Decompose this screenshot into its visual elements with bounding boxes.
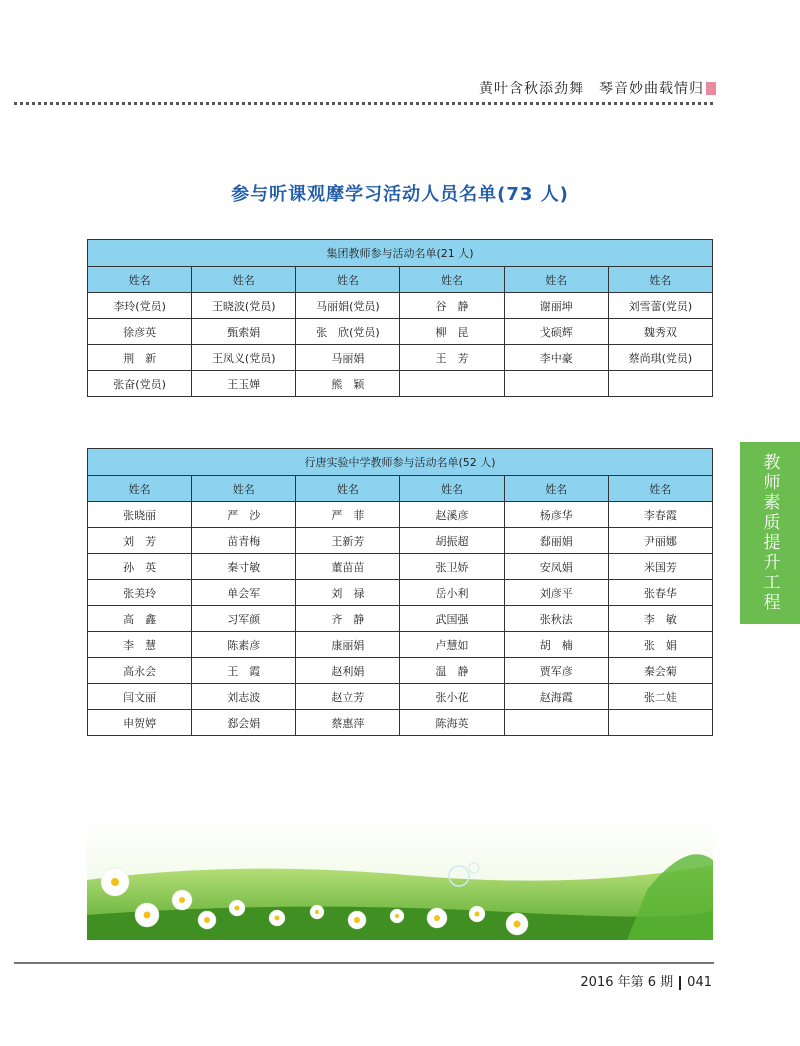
name-cell: 卢慧如	[400, 632, 504, 658]
running-header: 黄叶含秋添劲舞 琴音妙曲载情归	[479, 81, 704, 97]
name-cell: 高 鑫	[88, 606, 192, 632]
name-cell: 孙 英	[88, 554, 192, 580]
page-title: 参与听课观摩学习活动人员名单(73 人)	[231, 184, 569, 205]
name-cell: 熊 颖	[296, 371, 400, 397]
name-cell: 董苗苗	[296, 554, 400, 580]
name-cell: 胡振超	[400, 528, 504, 554]
name-cell: 刘 禄	[296, 580, 400, 606]
name-cell: 马丽娟(党员)	[296, 293, 400, 319]
page-number: 041	[687, 975, 712, 990]
table-caption: 集团教师参与活动名单(21 人)	[88, 240, 713, 267]
name-cell: 刘彦平	[504, 580, 608, 606]
name-cell: 魏秀双	[608, 319, 712, 345]
column-header: 姓名	[504, 267, 608, 293]
table-caption: 行唐实验中学教师参与活动名单(52 人)	[88, 449, 713, 476]
name-cell: 李 敏	[608, 606, 712, 632]
group-teachers-table	[87, 239, 713, 397]
name-cell: 张小花	[400, 684, 504, 710]
name-cell: 秦寸敏	[192, 554, 296, 580]
name-cell: 康丽娟	[296, 632, 400, 658]
name-cell: 高永会	[88, 658, 192, 684]
name-cell	[608, 371, 712, 397]
name-cell: 赵海霞	[504, 684, 608, 710]
name-cell: 赵溪彦	[400, 502, 504, 528]
name-cell: 单会军	[192, 580, 296, 606]
name-cell	[504, 710, 608, 736]
name-cell: 习军颜	[192, 606, 296, 632]
name-cell: 徐彦英	[88, 319, 192, 345]
footer-divider	[679, 976, 681, 990]
name-cell: 岳小利	[400, 580, 504, 606]
name-cell: 王凤义(党员)	[192, 345, 296, 371]
column-header: 姓名	[192, 267, 296, 293]
table-row	[88, 710, 713, 736]
name-cell: 张晓丽	[88, 502, 192, 528]
name-cell: 戈硕辉	[504, 319, 608, 345]
column-header: 姓名	[400, 267, 504, 293]
name-cell: 闫文丽	[88, 684, 192, 710]
name-cell: 胡 楠	[504, 632, 608, 658]
name-cell: 柳 昆	[400, 319, 504, 345]
table-row	[88, 528, 713, 554]
name-cell: 李中豪	[504, 345, 608, 371]
column-header: 姓名	[88, 267, 192, 293]
table-row	[88, 658, 713, 684]
header-color-mark	[706, 82, 716, 95]
name-cell: 郄会娟	[192, 710, 296, 736]
table-row	[88, 606, 713, 632]
name-cell: 刘 芳	[88, 528, 192, 554]
column-header: 姓名	[608, 267, 712, 293]
name-cell: 王新芳	[296, 528, 400, 554]
name-cell: 张春华	[608, 580, 712, 606]
name-cell: 刘志波	[192, 684, 296, 710]
table-row	[88, 580, 713, 606]
name-cell: 刘雪蕾(党员)	[608, 293, 712, 319]
name-cell: 齐 静	[296, 606, 400, 632]
table-row	[88, 502, 713, 528]
column-header: 姓名	[296, 267, 400, 293]
name-cell: 杨彦华	[504, 502, 608, 528]
name-cell: 贾军彦	[504, 658, 608, 684]
name-cell: 李春霞	[608, 502, 712, 528]
footer-rule	[14, 962, 714, 964]
name-cell: 张奋(党员)	[88, 371, 192, 397]
section-side-tab	[740, 442, 800, 624]
name-cell: 秦会菊	[608, 658, 712, 684]
table-row	[88, 345, 713, 371]
name-cell: 严 沙	[192, 502, 296, 528]
name-cell: 严 菲	[296, 502, 400, 528]
name-cell: 蔡尚琪(党员)	[608, 345, 712, 371]
table-row	[88, 554, 713, 580]
column-header: 姓名	[88, 476, 192, 502]
name-cell: 谢丽坤	[504, 293, 608, 319]
name-cell: 张二娃	[608, 684, 712, 710]
name-cell: 安凤娟	[504, 554, 608, 580]
name-cell: 张 娟	[608, 632, 712, 658]
name-cell	[504, 371, 608, 397]
name-cell: 温 静	[400, 658, 504, 684]
name-cell: 张秋法	[504, 606, 608, 632]
name-cell: 申贺婷	[88, 710, 192, 736]
table-row	[88, 371, 713, 397]
table-row	[88, 319, 713, 345]
column-header: 姓名	[400, 476, 504, 502]
name-cell: 尹丽娜	[608, 528, 712, 554]
name-cell: 张美玲	[88, 580, 192, 606]
name-cell: 陈素彦	[192, 632, 296, 658]
header-dotted-rule	[14, 102, 714, 105]
name-cell: 郄丽娟	[504, 528, 608, 554]
name-cell: 甄索娟	[192, 319, 296, 345]
name-cell: 王 芳	[400, 345, 504, 371]
name-cell: 谷 静	[400, 293, 504, 319]
name-cell: 蔡惠萍	[296, 710, 400, 736]
name-cell: 王玉婵	[192, 371, 296, 397]
column-header: 姓名	[192, 476, 296, 502]
name-cell: 王 霞	[192, 658, 296, 684]
column-header: 姓名	[296, 476, 400, 502]
name-cell: 张卫娇	[400, 554, 504, 580]
side-tab-label: 教师素质提升工程	[759, 453, 780, 613]
school-teachers-table	[87, 448, 713, 736]
table-row	[88, 632, 713, 658]
column-header: 姓名	[608, 476, 712, 502]
name-cell	[608, 710, 712, 736]
name-cell	[400, 371, 504, 397]
name-cell: 荆 新	[88, 345, 192, 371]
name-cell: 武国强	[400, 606, 504, 632]
name-cell: 李玲(党员)	[88, 293, 192, 319]
table-row	[88, 293, 713, 319]
issue-label: 2016 年第 6 期	[580, 975, 674, 990]
table-row	[88, 684, 713, 710]
name-cell: 张 欣(党员)	[296, 319, 400, 345]
name-cell: 苗青梅	[192, 528, 296, 554]
name-cell: 赵立芳	[296, 684, 400, 710]
name-cell: 赵利娟	[296, 658, 400, 684]
name-cell: 马丽娟	[296, 345, 400, 371]
name-cell: 米国芳	[608, 554, 712, 580]
page-footer	[580, 971, 712, 990]
column-header: 姓名	[504, 476, 608, 502]
name-cell: 王晓波(党员)	[192, 293, 296, 319]
name-cell: 陈海英	[400, 710, 504, 736]
meadow-daisy-banner	[87, 820, 713, 940]
name-cell: 李 慧	[88, 632, 192, 658]
